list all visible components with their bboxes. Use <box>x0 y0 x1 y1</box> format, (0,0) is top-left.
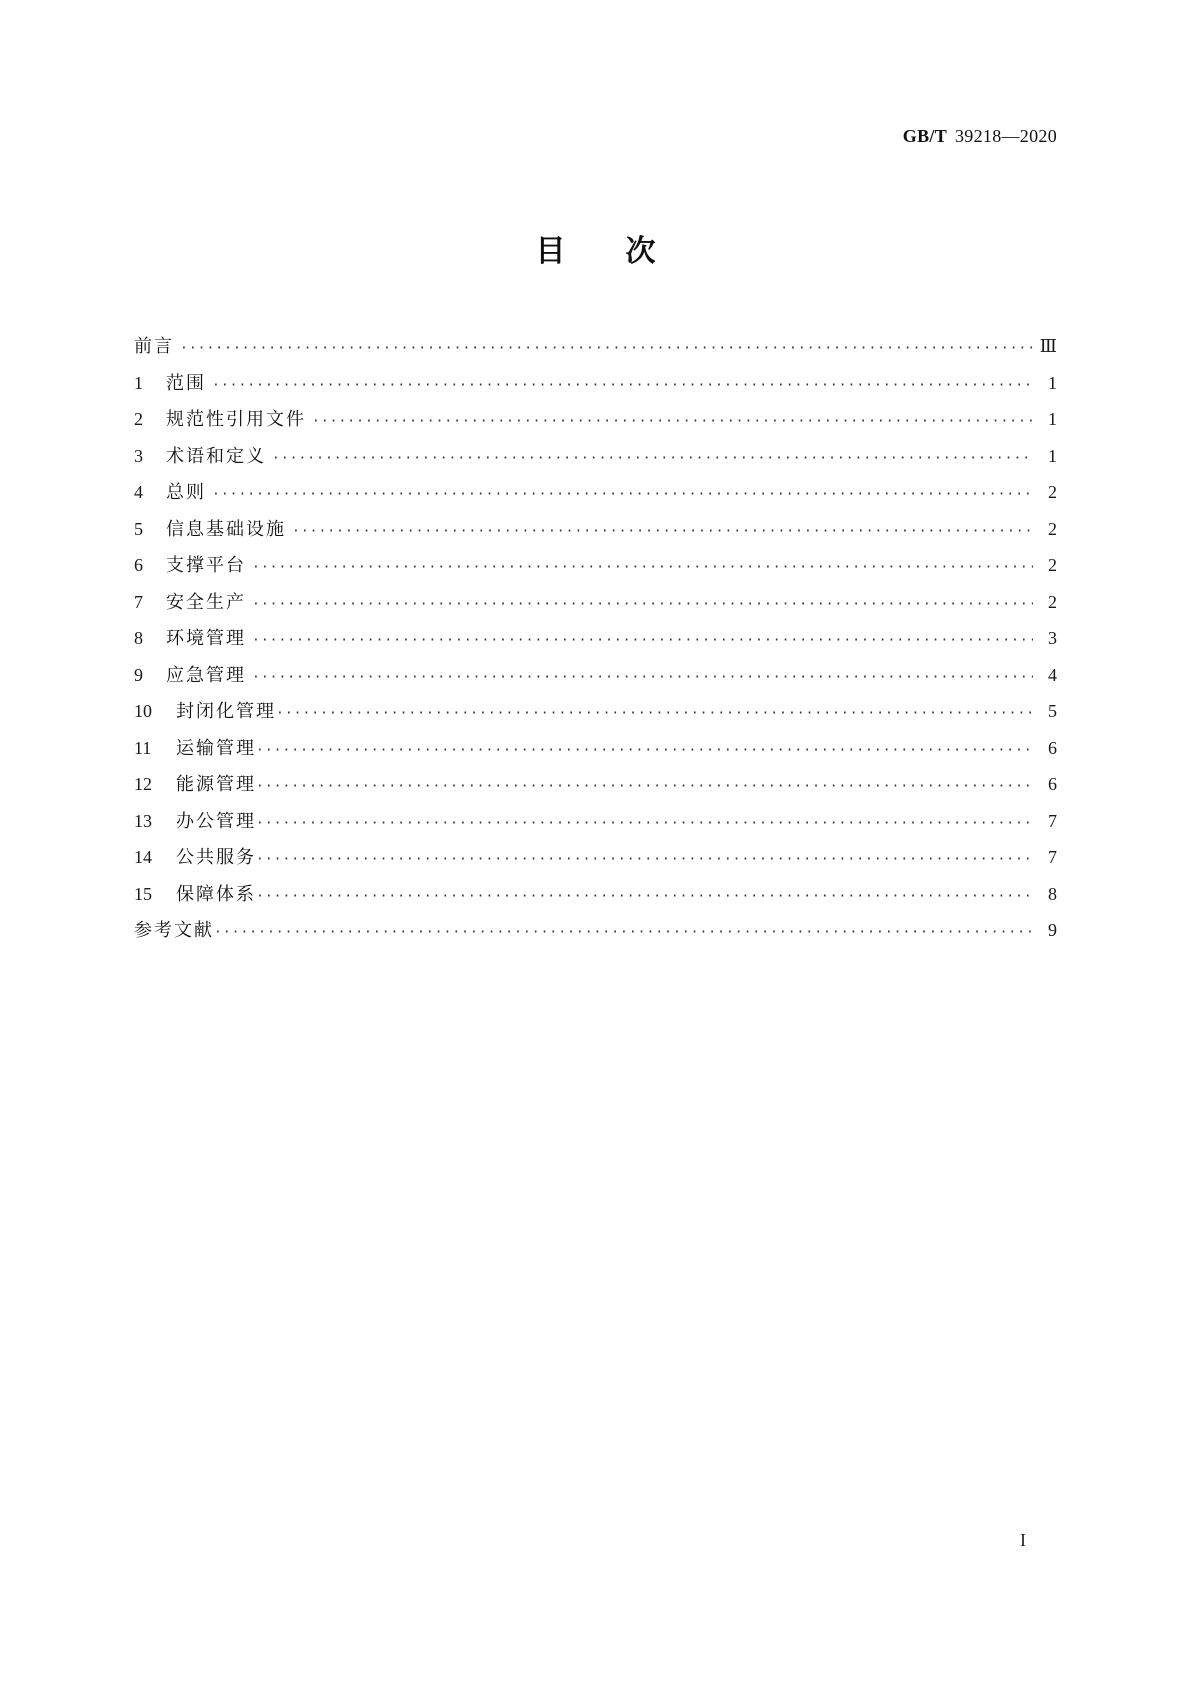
page-title: 目次 <box>535 234 716 269</box>
leader-dots <box>252 660 1033 697</box>
toc-entry-number: 10 <box>134 701 152 721</box>
toc-entry-page: 6 <box>1048 737 1057 758</box>
toc-entry-page: 9 <box>1048 920 1057 940</box>
leader-dots <box>212 477 1033 514</box>
toc-entry-safe-production[interactable] <box>134 584 1057 621</box>
toc-entry-page: 1 <box>1048 445 1057 466</box>
toc-entry-label: 术语和定义 <box>166 445 266 467</box>
standard-header <box>903 126 1057 147</box>
toc-entry-public-service[interactable] <box>134 839 1057 876</box>
toc-entry-label: 保障体系 <box>176 883 256 905</box>
leader-dots <box>292 514 1033 551</box>
toc-entry-transport-management[interactable] <box>134 730 1057 767</box>
toc-entry-foreword[interactable] <box>134 328 1057 365</box>
toc-entry-emergency-management[interactable] <box>134 657 1057 694</box>
toc-entry-number: 6 <box>134 555 143 575</box>
leader-dots <box>252 623 1033 660</box>
toc-entry-environment-management[interactable] <box>134 620 1057 657</box>
toc-entry-page: 6 <box>1048 774 1057 794</box>
toc-entry-label: 参考文献 <box>134 920 214 941</box>
toc-entry-bibliography[interactable] <box>134 912 1057 949</box>
toc-entry-general[interactable] <box>134 474 1057 511</box>
toc-entry-number: 5 <box>134 518 143 539</box>
toc-entry-guarantee-system[interactable] <box>134 876 1057 913</box>
toc-entry-number: 11 <box>134 737 152 758</box>
toc-entry-information-infrastructure[interactable] <box>134 511 1057 548</box>
leader-dots <box>180 331 1033 368</box>
page-number: I <box>1020 1530 1026 1550</box>
toc-entry-page: 2 <box>1048 518 1057 539</box>
toc-entry-label: 信息基础设施 <box>166 518 286 540</box>
toc-entry-label: 运输管理 <box>176 737 256 759</box>
toc-entry-label: 总则 <box>166 482 206 503</box>
toc-entry-label: 封闭化管理 <box>176 701 276 722</box>
toc-entry-number: 15 <box>134 883 152 904</box>
toc-entry-page: 4 <box>1048 664 1057 685</box>
leader-dots <box>214 915 1033 952</box>
toc-entry-page: 2 <box>1048 591 1057 612</box>
toc-entry-page: 7 <box>1048 847 1057 867</box>
toc-entry-page: 1 <box>1048 372 1057 393</box>
toc-entry-terms-definitions[interactable] <box>134 438 1057 475</box>
toc-entry-page: Ⅲ <box>1039 336 1057 356</box>
toc-entry-page: 1 <box>1048 409 1057 429</box>
toc-entry-support-platform[interactable] <box>134 547 1057 584</box>
toc-entry-number: 3 <box>134 445 143 466</box>
toc-entry-label: 应急管理 <box>166 664 246 686</box>
standard-number: 39218—2020 <box>955 126 1057 146</box>
leader-dots <box>252 550 1033 587</box>
toc-entry-office-management[interactable] <box>134 803 1057 840</box>
leader-dots <box>256 733 1033 770</box>
toc-entry-page: 2 <box>1048 482 1057 502</box>
toc-entry-number: 13 <box>134 810 152 831</box>
toc-entry-scope[interactable] <box>134 365 1057 402</box>
toc-entry-number: 2 <box>134 409 143 429</box>
toc-entry-label: 范围 <box>166 372 206 394</box>
toc-entry-number: 1 <box>134 372 143 393</box>
toc-entry-number: 8 <box>134 628 143 648</box>
toc-entry-label: 能源管理 <box>176 774 256 795</box>
toc-entry-label: 公共服务 <box>176 847 256 868</box>
toc-entry-number: 4 <box>134 482 143 502</box>
leader-dots <box>272 441 1033 478</box>
leader-dots <box>256 879 1033 916</box>
toc-entry-closed-management[interactable] <box>134 693 1057 730</box>
leader-dots <box>256 842 1033 879</box>
toc-entry-page: 3 <box>1048 628 1057 648</box>
toc-entry-label: 环境管理 <box>166 628 246 649</box>
toc-entry-number: 14 <box>134 847 152 867</box>
toc-entry-page: 7 <box>1048 810 1057 831</box>
toc-entry-label: 支撑平台 <box>166 555 246 576</box>
toc-entry-number: 9 <box>134 664 143 685</box>
leader-dots <box>256 769 1033 806</box>
toc-entry-label: 办公管理 <box>176 810 256 832</box>
toc-entry-label: 规范性引用文件 <box>166 409 306 430</box>
toc-entry-label: 安全生产 <box>166 591 246 613</box>
table-of-contents <box>134 328 1057 949</box>
toc-entry-page: 8 <box>1048 883 1057 904</box>
leader-dots <box>312 404 1033 441</box>
toc-entry-page: 2 <box>1048 555 1057 575</box>
toc-entry-number: 7 <box>134 591 143 612</box>
toc-entry-energy-management[interactable] <box>134 766 1057 803</box>
toc-entry-page: 5 <box>1048 701 1057 721</box>
toc-entry-label: 前言 <box>134 336 174 357</box>
leader-dots <box>252 587 1033 624</box>
toc-entry-normative-references[interactable] <box>134 401 1057 438</box>
leader-dots <box>212 368 1033 405</box>
leader-dots <box>256 806 1033 843</box>
toc-entry-number: 12 <box>134 774 152 794</box>
leader-dots <box>276 696 1033 733</box>
standard-prefix: GB/T <box>902 126 947 146</box>
